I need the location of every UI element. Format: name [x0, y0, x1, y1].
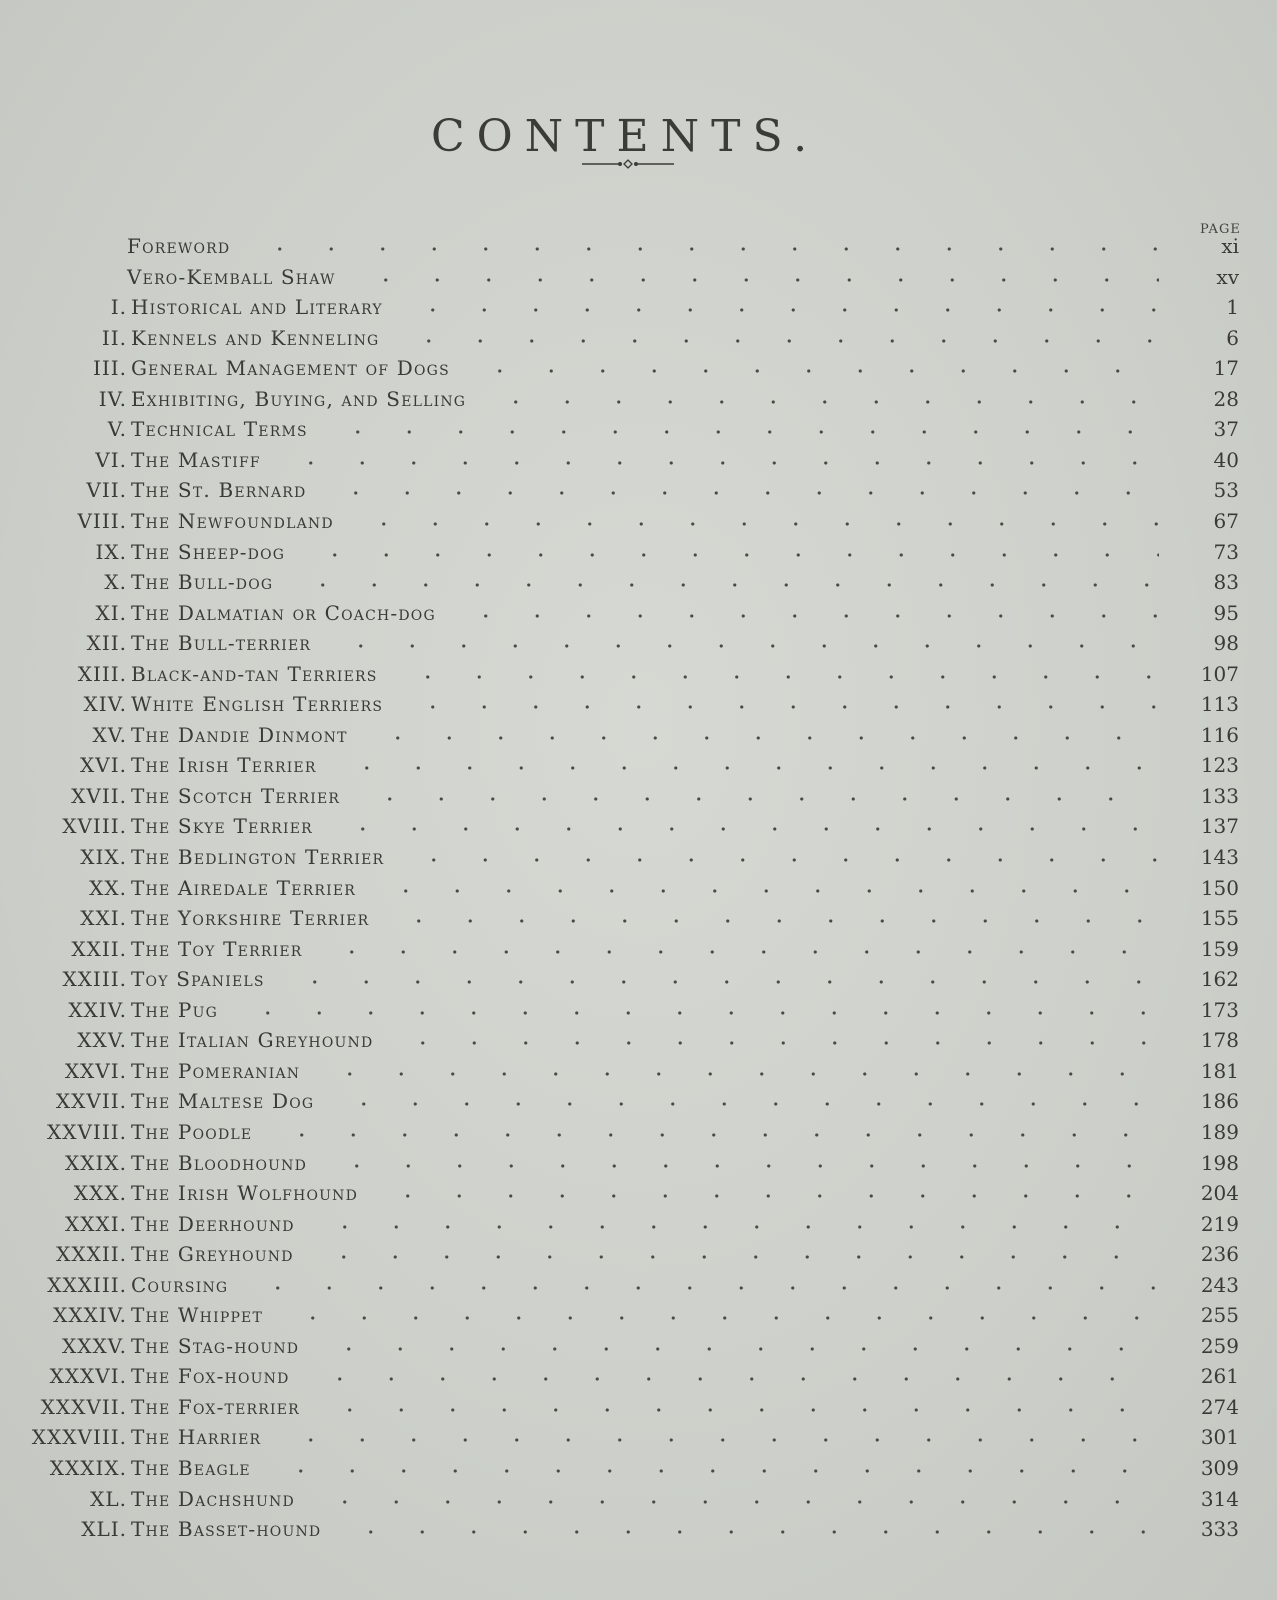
- front-matter-entry: [0, 264, 1277, 290]
- entry-title: The St. Bernard: [131, 478, 307, 503]
- entry-title: The Italian Greyhound: [131, 1028, 374, 1053]
- chapter-number: XL.: [90, 1486, 127, 1511]
- entry-title: The Airedale Terrier: [131, 875, 357, 900]
- chapter-entry: [0, 477, 1277, 503]
- chapter-entry: [0, 1241, 1277, 1267]
- chapter-number: XXV.: [77, 1028, 127, 1053]
- entry-title: The Toy Terrier: [131, 936, 303, 961]
- leader-dots: [309, 1500, 1159, 1504]
- chapter-number: VI.: [95, 447, 127, 472]
- leader-dots: [265, 1469, 1159, 1473]
- entry-title: The Poodle: [131, 1119, 253, 1144]
- chapter-entry: [0, 1180, 1277, 1206]
- leader-dots: [242, 1286, 1159, 1290]
- page-number: 186: [1200, 1089, 1239, 1114]
- entry-title: Kennels and Kenneling: [131, 325, 380, 350]
- chapter-entry: [0, 1058, 1277, 1084]
- front-matter-entry: [0, 233, 1277, 259]
- page-number: 150: [1200, 875, 1239, 900]
- page-number: 137: [1200, 814, 1239, 839]
- chapter-entry: [0, 997, 1277, 1023]
- entry-title: The Harrier: [131, 1425, 262, 1450]
- entry-title: The Newfoundland: [131, 508, 334, 533]
- entry-title: The Greyhound: [131, 1242, 294, 1267]
- page-number: 204: [1200, 1181, 1239, 1206]
- entry-title: The Bedlington Terrier: [131, 845, 385, 869]
- chapter-number: XX.: [89, 875, 127, 900]
- chapter-number: IX.: [95, 539, 127, 564]
- chapter-number: XXVIII.: [47, 1119, 127, 1144]
- chapter-entry: [0, 508, 1277, 534]
- page-number: 53: [1213, 478, 1239, 503]
- leader-dots: [372, 1194, 1159, 1198]
- entry-title: The Bloodhound: [131, 1150, 308, 1175]
- entry-title: Coursing: [131, 1272, 229, 1297]
- page-number: 259: [1200, 1333, 1239, 1358]
- chapter-number: XV.: [92, 722, 127, 747]
- entry-title: General Management of Dogs: [131, 356, 450, 381]
- entry-title: The Whippet: [131, 1303, 264, 1328]
- page-number: xi: [1221, 234, 1239, 258]
- entry-title: The Skye Terrier: [131, 814, 313, 839]
- chapter-entry: [0, 966, 1277, 992]
- page-number: 159: [1200, 936, 1239, 961]
- chapter-number: XXIV.: [68, 997, 127, 1022]
- page-number: 67: [1213, 508, 1239, 533]
- leader-dots: [398, 858, 1159, 862]
- page-number: 255: [1200, 1303, 1239, 1328]
- entry-title: Black-and-tan Terriers: [131, 661, 378, 686]
- page-number: 28: [1213, 386, 1239, 411]
- chapter-number: XXIII.: [62, 967, 127, 992]
- chapter-number: XXIX.: [65, 1150, 127, 1175]
- page-number: 301: [1200, 1425, 1239, 1450]
- leader-dots: [287, 583, 1159, 587]
- entry-title: The Dalmatian or Coach-dog: [131, 600, 436, 625]
- page-number: 189: [1200, 1119, 1239, 1144]
- leader-dots: [325, 644, 1159, 648]
- page-number: 113: [1200, 692, 1239, 717]
- page-number: 6: [1226, 325, 1239, 350]
- leader-dots: [354, 797, 1159, 801]
- page-number: 178: [1200, 1028, 1239, 1053]
- chapter-number: XXXIII.: [47, 1272, 127, 1297]
- leader-dots: [327, 827, 1159, 831]
- entry-title: The Scotch Terrier: [131, 783, 341, 808]
- leader-dots: [450, 614, 1159, 618]
- chapter-number: XXXIX.: [49, 1456, 127, 1480]
- chapter-entry: [0, 1302, 1277, 1328]
- chapter-number: XXVI.: [64, 1058, 127, 1083]
- chapter-number: XXX.: [73, 1181, 127, 1206]
- page-number: 309: [1200, 1456, 1239, 1480]
- leader-dots: [314, 1072, 1159, 1076]
- chapter-entry: [0, 1272, 1277, 1298]
- chapter-entry: [0, 1119, 1277, 1145]
- entry-title: The Bull-dog: [131, 570, 274, 595]
- chapter-number: XVII.: [71, 783, 127, 808]
- entry-title: The Stag-hound: [131, 1333, 300, 1358]
- page-number: 181: [1200, 1058, 1239, 1083]
- leader-dots: [331, 766, 1159, 770]
- leader-dots: [304, 1377, 1159, 1381]
- chapter-number: VII.: [86, 478, 127, 503]
- entry-title: Exhibiting, Buying, and Selling: [131, 386, 467, 411]
- chapter-entry: [0, 447, 1277, 473]
- chapter-number: II.: [101, 325, 127, 350]
- page-title: CONTENTS.: [430, 111, 820, 163]
- page-number: 162: [1200, 967, 1239, 992]
- leader-dots: [299, 553, 1159, 557]
- page-number: 314: [1200, 1486, 1239, 1511]
- page-column-header: PAGE: [1200, 222, 1241, 237]
- leader-dots: [392, 675, 1159, 679]
- chapter-entry: [0, 1027, 1277, 1053]
- chapter-entry: [0, 813, 1277, 839]
- leader-dots: [370, 889, 1159, 893]
- chapter-number: XII.: [86, 631, 127, 656]
- page-number: 173: [1200, 997, 1239, 1022]
- leader-dots: [397, 308, 1159, 312]
- page-number: 98: [1213, 631, 1239, 656]
- leader-dots: [348, 522, 1159, 526]
- entry-title: The Basset-hound: [131, 1517, 322, 1542]
- leader-dots: [397, 705, 1159, 709]
- page-number: 83: [1213, 570, 1239, 595]
- leader-dots: [480, 400, 1159, 404]
- chapter-entry: [0, 1516, 1277, 1542]
- leader-dots: [279, 980, 1159, 984]
- leader-dots: [313, 1347, 1159, 1351]
- page-number: 236: [1200, 1242, 1239, 1267]
- entry-title: The Beagle: [131, 1456, 251, 1480]
- leader-dots: [383, 919, 1159, 923]
- chapter-entry: [0, 752, 1277, 778]
- chapter-number: XXXVIII.: [31, 1425, 127, 1450]
- chapter-number: XXI.: [80, 906, 127, 931]
- leader-dots: [320, 491, 1159, 495]
- entry-title: The Pomeranian: [131, 1058, 301, 1083]
- leader-dots: [308, 1255, 1159, 1259]
- chapter-entry: [0, 783, 1277, 809]
- page-number: xv: [1216, 264, 1239, 289]
- chapter-number: XI.: [95, 600, 127, 625]
- page-number: 219: [1200, 1211, 1239, 1236]
- chapter-number: XXXIV.: [53, 1303, 127, 1328]
- chapter-number: I.: [110, 295, 127, 320]
- entry-title: Foreword: [127, 234, 231, 258]
- entry-title: The Bull-terrier: [131, 631, 312, 656]
- chapter-entry: [0, 1486, 1277, 1512]
- chapter-number: III.: [92, 356, 127, 381]
- page-number: 198: [1200, 1150, 1239, 1175]
- entry-title: The Yorkshire Terrier: [131, 906, 370, 931]
- page-number: 155: [1200, 906, 1239, 931]
- chapter-entry: [0, 722, 1277, 748]
- chapter-number: XXVII.: [55, 1089, 127, 1114]
- chapter-entry: [0, 1333, 1277, 1359]
- entry-title: The Deerhound: [131, 1211, 295, 1236]
- chapter-entry: [0, 1394, 1277, 1420]
- page-number: 1: [1226, 295, 1239, 320]
- chapter-number: XXXVII.: [40, 1394, 127, 1419]
- entry-title: The Pug: [131, 997, 218, 1022]
- chapter-entry: [0, 661, 1277, 687]
- page-number: 143: [1200, 845, 1239, 869]
- chapter-number: XXXII.: [56, 1242, 127, 1267]
- chapter-entry: [0, 844, 1277, 870]
- chapter-entry: [0, 569, 1277, 595]
- entry-title: The Fox-terrier: [131, 1394, 300, 1419]
- chapter-number: XVI.: [80, 753, 127, 778]
- chapter-number: XXXV.: [61, 1333, 127, 1358]
- leader-dots: [275, 1438, 1159, 1442]
- chapter-entry: [0, 936, 1277, 962]
- chapter-number: XIII.: [77, 661, 127, 686]
- entry-title: Vero-Kemball Shaw: [127, 264, 336, 289]
- entry-title: The Irish Terrier: [131, 753, 317, 778]
- leader-dots: [321, 1164, 1159, 1168]
- leader-dots: [275, 461, 1159, 465]
- chapter-entry: [0, 294, 1277, 320]
- page-number: 333: [1200, 1517, 1239, 1542]
- entry-title: Technical Terms: [131, 417, 308, 442]
- page-number: 17: [1213, 356, 1239, 381]
- page-number: 243: [1200, 1272, 1239, 1297]
- leader-dots: [244, 247, 1159, 251]
- chapter-entry: [0, 630, 1277, 656]
- chapter-entry: [0, 1363, 1277, 1389]
- chapter-number: V.: [107, 417, 127, 442]
- chapter-number: XXXI.: [65, 1211, 127, 1236]
- page-number: 37: [1213, 417, 1239, 442]
- chapter-number: VIII.: [77, 508, 127, 533]
- page-number: 40: [1213, 447, 1239, 472]
- chapter-entry: [0, 1455, 1277, 1481]
- chapter-number: XIV.: [83, 692, 127, 717]
- chapter-entry: [0, 1424, 1277, 1450]
- chapter-entry: [0, 325, 1277, 351]
- page-number: 73: [1213, 539, 1239, 564]
- page-number: 133: [1200, 783, 1239, 808]
- entry-title: The Mastiff: [131, 447, 261, 472]
- chapter-entry: [0, 691, 1277, 717]
- chapter-number: XVIII.: [62, 814, 127, 839]
- leader-dots: [316, 950, 1159, 954]
- leader-dots: [277, 1316, 1159, 1320]
- leader-dots: [309, 1225, 1159, 1229]
- leader-dots: [314, 1408, 1159, 1412]
- chapter-entry: [0, 355, 1277, 381]
- chapter-number: XIX.: [80, 845, 127, 869]
- leader-dots: [393, 339, 1159, 343]
- page-number: 116: [1200, 722, 1239, 747]
- entry-title: The Sheep-dog: [131, 539, 286, 564]
- chapter-entry: [0, 416, 1277, 442]
- leader-dots: [350, 278, 1159, 282]
- chapter-entry: [0, 875, 1277, 901]
- chapter-entry: [0, 905, 1277, 931]
- chapter-entry: [0, 1088, 1277, 1114]
- entry-title: The Fox-hound: [131, 1364, 290, 1389]
- chapter-entry: [0, 1150, 1277, 1176]
- leader-dots: [387, 1041, 1159, 1045]
- entry-title: The Maltese Dog: [131, 1089, 315, 1114]
- entry-title: The Dachshund: [131, 1486, 295, 1511]
- chapter-entry: [0, 386, 1277, 412]
- leader-dots: [266, 1133, 1159, 1137]
- chapter-number: XLI.: [81, 1517, 127, 1542]
- page-number: 107: [1200, 661, 1239, 686]
- page-number: 274: [1200, 1394, 1239, 1419]
- chapter-number: XXXVI.: [49, 1364, 127, 1389]
- chapter-number: IV.: [98, 386, 127, 411]
- page-number: 123: [1200, 753, 1239, 778]
- leader-dots: [464, 369, 1159, 373]
- page-number: 95: [1213, 600, 1239, 625]
- entry-title: The Irish Wolfhound: [131, 1181, 359, 1206]
- leader-dots: [322, 430, 1159, 434]
- leader-dots: [328, 1102, 1159, 1106]
- chapter-entry: [0, 539, 1277, 565]
- leader-dots: [232, 1011, 1159, 1015]
- entry-title: Toy Spaniels: [131, 967, 265, 992]
- entry-title: Historical and Literary: [131, 295, 383, 320]
- entry-title: White English Terriers: [131, 692, 384, 717]
- leader-dots: [335, 1530, 1159, 1534]
- chapter-entry: [0, 600, 1277, 626]
- page-number: 261: [1200, 1364, 1239, 1389]
- chapter-number: X.: [104, 570, 127, 595]
- chapter-number: XXII.: [71, 936, 127, 961]
- chapter-entry: [0, 1211, 1277, 1237]
- entry-title: The Dandie Dinmont: [131, 722, 348, 747]
- leader-dots: [362, 736, 1159, 740]
